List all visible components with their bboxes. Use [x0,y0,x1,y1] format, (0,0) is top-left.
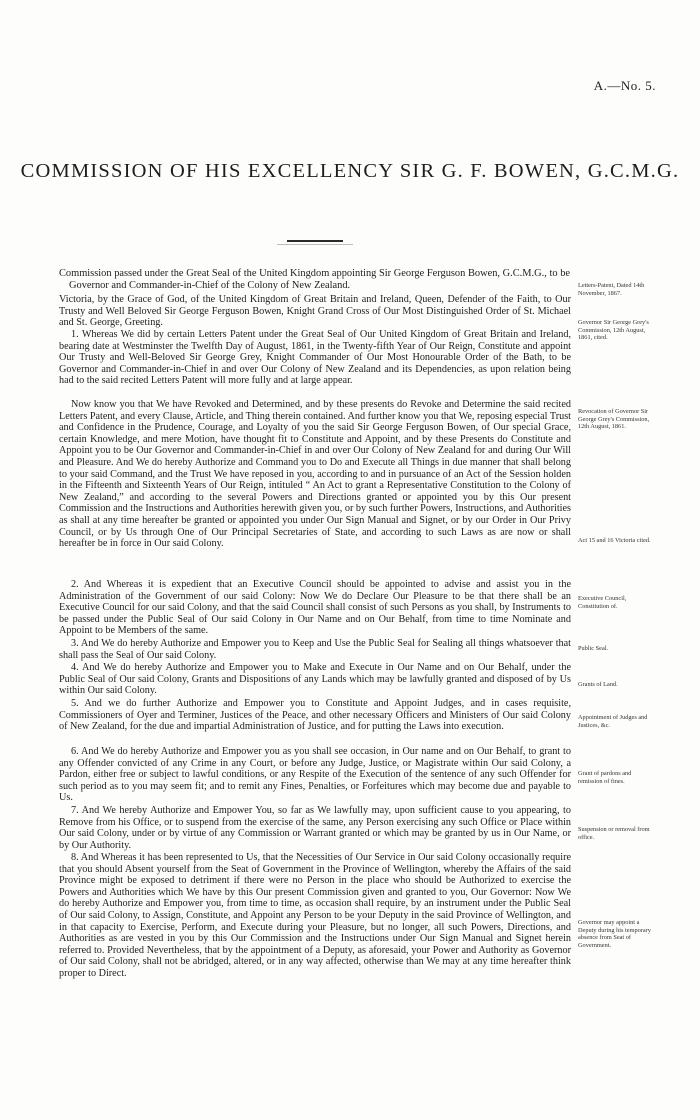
intro-paragraph: Commission passed under the Great Seal of the United Kingdom appointing Sir George Ferguson Bowen, G.C.M.G., to be Governor and Commander-in-Chief of the Colony of New Zealand. [59,268,570,291]
margin-note-public-seal: Public Seal. [578,645,609,652]
title-divider [287,240,343,242]
margin-note-deputy: Governor may appoint a Deputy during his temporary absence from Seat of Government. [578,919,651,949]
paragraph-3: 3. And We do hereby Authorize and Empower you to Keep and Use the Public Seal for Sealing all things whatsoever that shall pass the Seal of Our said Colony. [59,638,571,661]
margin-note-judges: Appointment of Judges and Justices, &c. [578,714,648,729]
paragraph-8: 8. And Whereas it has been represented to Us, that the Necessities of Our Service in Our said Colony occasionally require that you should Absent yourself from the Seat of Government in the Province of Wellington, whereby the Affairs of the said Province might be exposed to detriment if there were no Person in the place who should be Authorized to exercise the Powers and Authorities which We have by this Our present Commission given and granted to you, Our Governor: Now We do hereby Authorize and Empower you, from time to time, as occasion shall require, by an instrument under the Public Seal of Our said Colony, to Assign, Constitute, and Appoint any Person to be your Deputy in the said Province of Wellington, and in that capacity to Exercise, Perform, and Execute during your Pleasure, but no longer, all such Powers, Directions, and Authorities as are vested in you by this Our Commission and the Instructions under Our Sign Manual and Signet herein referred to. Provided Nevertheless, that by the appointment of a Deputy, as aforesaid, your Power and Authority as Governor of Our said Colony, shall not be abridged, altered, or in any way affected, otherwise than We may at any time hereafter think proper to Direct. [59,852,571,979]
margin-note-suspension: Suspension or removal from office. [578,826,650,841]
margin-note-revocation: Revocation of Governor Sir George Grey's Commission, 12th August, 1861. [578,408,650,431]
paragraph-2: 2. And Whereas it is expedient that an Executive Council should be appointed to advise and assist you in the Administration of the Government of our said Colony: Now We do Declare Our Pleasure to be that there shall be an Executive Council for our said Colony, and that the said Council shall consist of such Persons as you shall, by Instruments to be passed under the Public Seal of Our said Colony in Our Name and on Our Behalf, from time to time Nominate and Appoint to be Members of the same. [59,579,571,637]
margin-note-executive-council: Executive Council, Constitution of. [578,595,627,610]
paragraph-4: 4. And We do hereby Authorize and Empower you to Make and Execute in Our Name and on Our Behalf, under the Public Seal of Our said Colony, Grants and Dispositions of any Lands which may be lawfully granted and disposed of by Us within Our said Colony. [59,662,571,697]
paragraph-6: 6. And We do hereby Authorize and Empower you as you shall see occasion, in Our name and on Our Behalf, to grant to any Offender convicted of any Crime in any Court, or before any Judge, Justice, or Magistrate within Our said Colony, a Pardon, either free or subject to lawful conditions, or any Respite of the Execution of the sentence of any such Offender for such period as to you may seem fit; and to remit any Fines, Penalties, or Forfeitures which may become due and payable to Us. [59,746,571,804]
document-reference: A.—No. 5. [593,78,656,93]
paragraph-5: 5. And we do further Authorize and Empower you to Constitute and Appoint Judges, and in cases requisite, Commissioners of Oyer and Terminer, Justices of the Peace, and other necessary Officers and Ministers of Our said Colony of New Zealand, for the due and impartial Administration of Justice, and for putting the Laws into execution. [59,698,571,733]
paragraph-revocation: Now know you that We have Revoked and Determined, and by these presents do Revoke and Determine the said recited Letters Patent, and every Clause, Article, and Thing therein contained. And further know you that We, reposing especial Trust and Confidence in the Prudence, Courage, and Loyalty of you the said Sir George Ferguson Bowen, of Our special Grace, certain Knowledge, and mere Motion, have thought fit to Constitute and Appoint, and by these Presents do Constitute and Appoint you to be Our Governor and Commander-in-Chief in and over Our Colony of New Zealand for and during Our Will and Pleasure. And We do hereby Authorize and Command you to Do and Execute all Things in due manner that shall belong to your said Command, and the Trust We have reposed in you, according to and in pursuance of an Act of the Session holden in the Fifteenth and Sixteenth Years of Our Reign, intituled “ An Act to grant a Representative Constitution to the Colony of New Zealand,” and according to the several Powers and Directions granted or appointed you by this Our present Commission and the Instructions and Authorities herewith given you, or by such further Powers, Instructions, and Authorities as shall at any time hereafter be granted or appointed you under Our Sign Manual and Signet, or by our Order in Our Privy Council, or by Us through One of Our Principal Secretaries of State, and according to such Laws as are now or shall hereafter be in force in Our said Colony. [59,399,571,550]
margin-note-grey-commission: Governor Sir George Grey's Commission, 12th August, 1861, cited. [578,319,649,342]
page-title: COMMISSION OF HIS EXCELLENCY SIR G. F. BOWEN, G.C.M.G. [20,160,680,182]
margin-note-act-cited: Act 15 and 16 Victoria cited. [578,537,651,544]
paragraph-7: 7. And We hereby Authorize and Empower You, so far as We lawfully may, upon sufficient cause to you appearing, to Remove from his Office, or to suspend from the exercise of the same, any Person exercising any such Office or Place within Our said Colony, under or by virtue of any Commission or Warrant granted or which may be granted by us in Our Name, or by Our Authority. [59,805,571,851]
paragraph-greeting: Victoria, by the Grace of God, of the United Kingdom of Great Britain and Ireland, Queen, Defender of the Faith, to Our Trusty and Well Beloved Sir George Ferguson Bowen, Knight Grand Cross of Our Most Distinguished Order of St. Michael and St. George, Greeting. [59,294,571,329]
margin-note-grants-of-land: Grants of Land. [578,681,618,688]
margin-note-letters-patent: Letters-Patent, Dated 14th November, 1867. [578,282,645,297]
paragraph-1: 1. Whereas We did by certain Letters Patent under the Great Seal of Our United Kingdom of Great Britain and Ireland, bearing date at Westminster the Twelfth Day of August, 1861, in the Twenty-fifth Year of Our Reign, Constitute and appoint Our Trusty and Well-Beloved Sir George Grey, Knight Commander of Our Most Honourable Order of the Bath, to be Governor and Commander-in-Chief in and over Our Colony of New Zealand and its Dependencies, as upon relation being had to the said recited Letters Patent will more fully and at large appear. [59,329,571,387]
margin-note-pardons: Grant of pardons and remission of fines. [578,770,632,785]
